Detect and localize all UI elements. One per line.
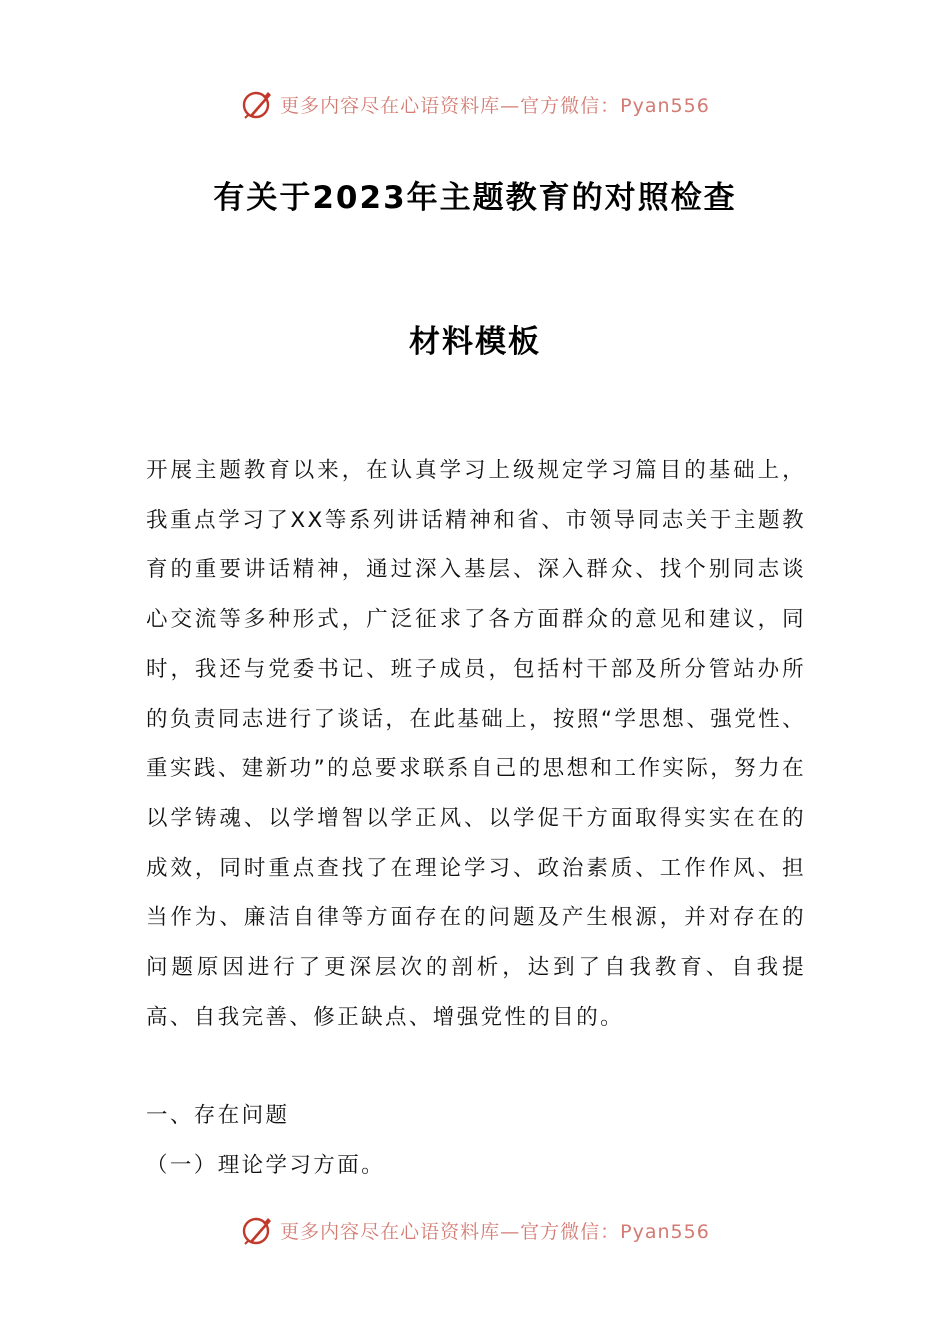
header-banner-content xyxy=(240,86,710,122)
quill-pen-logo-icon xyxy=(240,1212,276,1248)
document-title-line-2: 材料模板 xyxy=(409,324,541,360)
header-banner-text xyxy=(280,91,710,118)
footer-banner xyxy=(0,1210,950,1250)
subsection-heading: （一）理论学习方面。 xyxy=(146,1153,386,1178)
footer-banner-label: 更多内容尽在心语资料库—官方微信： xyxy=(280,1220,621,1243)
header-banner xyxy=(0,84,950,124)
footer-wechat-id: Pyan556 xyxy=(620,1220,710,1243)
section-heading: 一、存在问题 xyxy=(146,1103,290,1128)
body-paragraph: 开展主题教育以来，在认真学习上级规定学习篇目的基础上，我重点学习了XX等系列讲话精神和省、市领导同志关于主题教育的重要讲话精神，通过深入基层、深入群众、找个别同志谈心交流等多种形式，广泛征求了各方面群众的意见和建议，同时，我还与党委书记、班子成员，包括村干部及所分管站办所的负责同志进行了谈话，在此基础上，按照“学思想、强党性、重实践、建新功”的总要求联系自己的思想和工作实际，努力在以学铸魂、以学增智以学正风、以学促干方面取得实实在在的成效，同时重点查找了在理论学习、政治素质、工作作风、担当作为、廉洁自律等方面存在的问题及产生根源，并对存在的问题原因进行了更深层次的剖析，达到了自我教育、自我提高、自我完善、修正缺点、增强党性的目的。 xyxy=(146,458,806,1030)
document-body xyxy=(146,446,806,1042)
quill-pen-logo-icon xyxy=(240,86,276,122)
document-title-line-1: 有关于2023年主题教育的对照检查 xyxy=(213,180,737,216)
header-wechat-id: Pyan556 xyxy=(620,94,710,117)
footer-banner-text xyxy=(280,1217,710,1244)
footer-banner-content xyxy=(240,1212,710,1248)
header-banner-label: 更多内容尽在心语资料库—官方微信： xyxy=(280,94,621,117)
